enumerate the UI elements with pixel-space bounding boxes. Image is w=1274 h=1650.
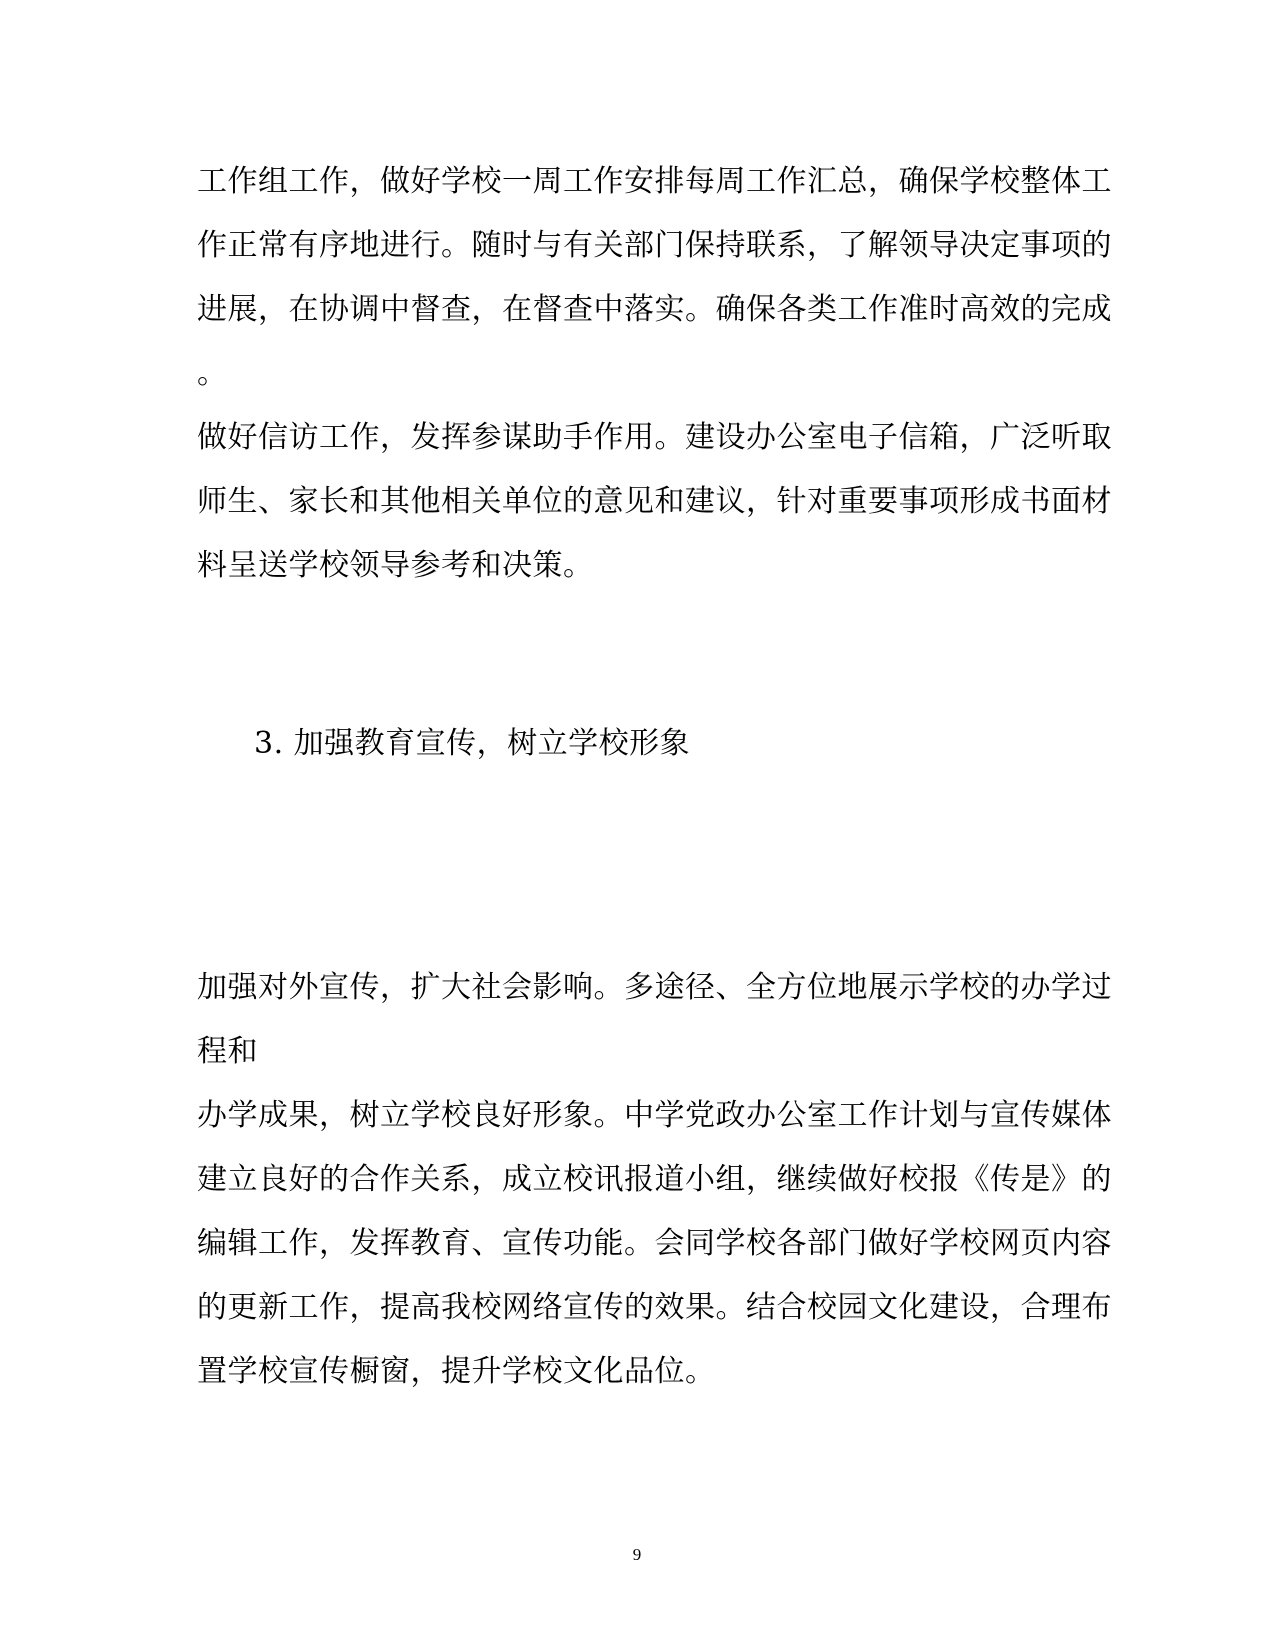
paragraph-line: 师生、家长和其他相关单位的意见和建议，针对重要事项形成书面材 [197,484,1112,519]
paragraph-line: 置学校宣传橱窗，提升学校文化品位。 [197,1354,716,1389]
paragraph-line: 建立良好的合作关系，成立校讯报道小组，继续做好校报《传是》的 [197,1162,1112,1197]
page-number: 9 [632,1545,642,1564]
paragraph-line: 料呈送学校领导参考和决策。 [197,548,594,583]
paragraph-line: 程和 [197,1034,258,1069]
paragraph-line: 进展，在协调中督查，在督查中落实。确保各类工作准时高效的完成 [197,292,1112,327]
paragraph-line: 的更新工作，提高我校网络宣传的效果。结合校园文化建设，合理布 [197,1290,1112,1325]
paragraph-line: 办学成果，树立学校良好形象。中学党政办公室工作计划与宣传媒体 [197,1098,1112,1133]
paragraph-line: 做好信访工作，发挥参谋助手作用。建设办公室电子信箱，广泛听取 [197,420,1112,455]
paragraph-line: 作正常有序地进行。随时与有关部门保持联系，了解领导决定事项的 [197,228,1112,263]
section-heading: 3. 加强教育宣传，树立学校形象 [254,726,691,761]
paragraph-line: 加强对外宣传，扩大社会影响。多途径、全方位地展示学校的办学过 [197,970,1112,1005]
paragraph-line: 。 [197,356,228,391]
paragraph-line: 工作组工作，做好学校一周工作安排每周工作汇总，确保学校整体工 [197,164,1112,199]
paragraph-line: 编辑工作，发挥教育、宣传功能。会同学校各部门做好学校网页内容 [197,1226,1112,1261]
